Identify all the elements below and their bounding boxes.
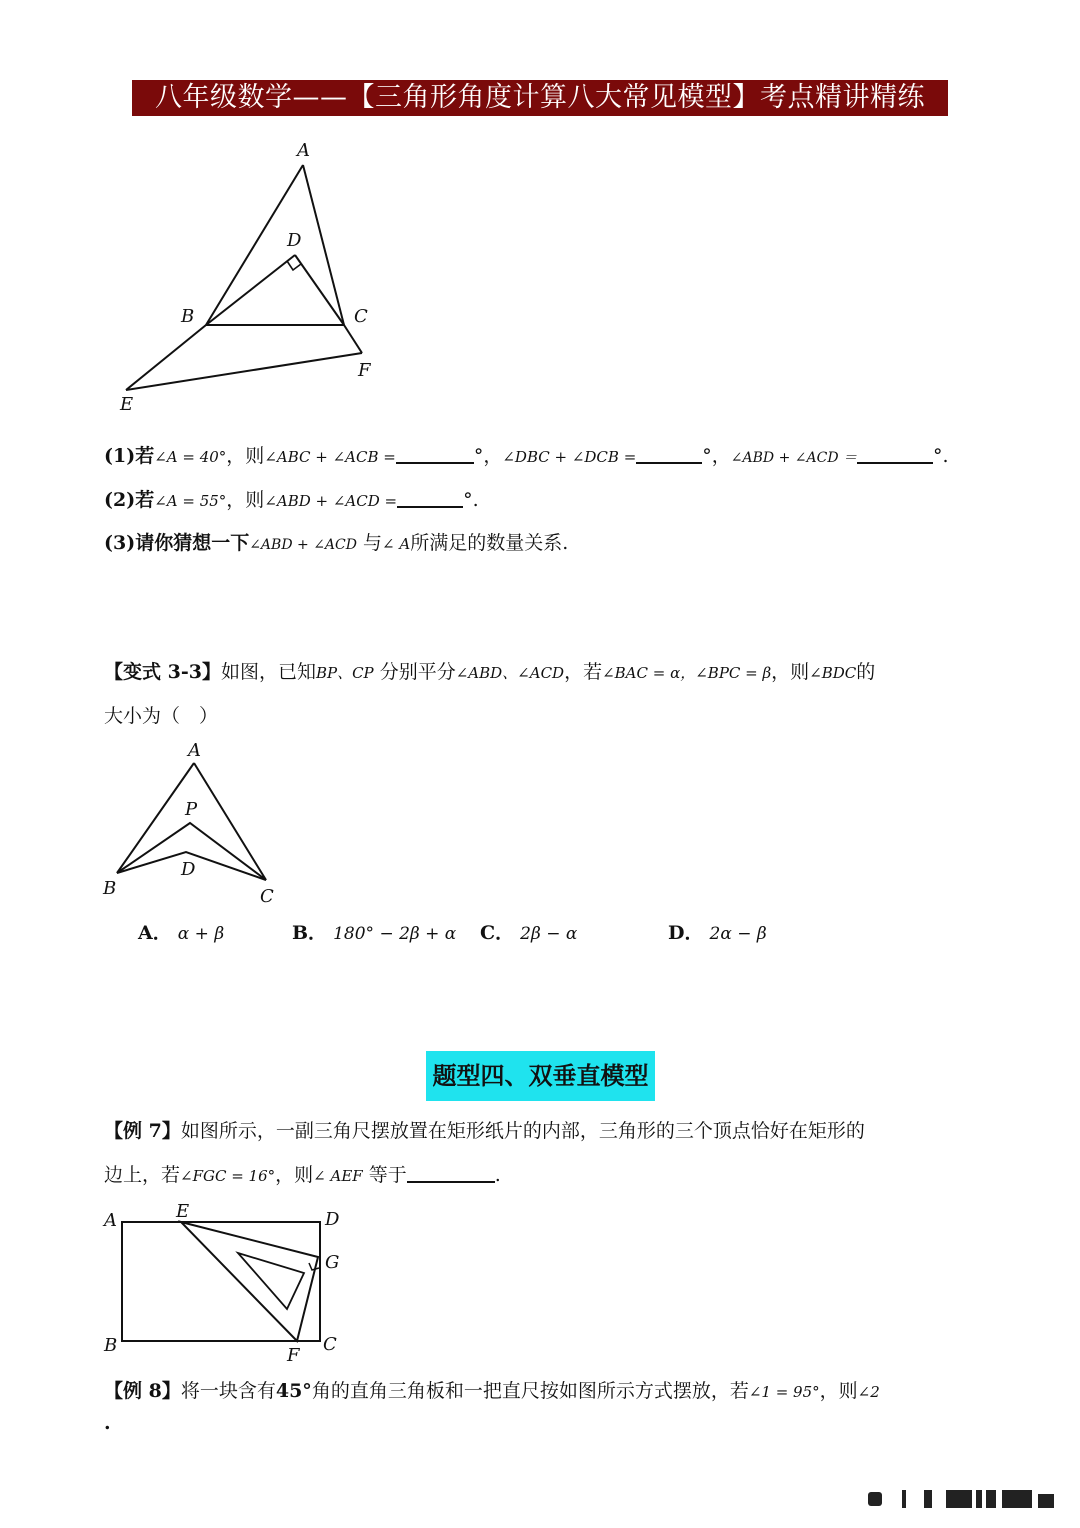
right-angle-mark-d	[287, 261, 301, 270]
label-d: D	[287, 230, 302, 251]
label-a: A	[188, 740, 201, 761]
example-8: 【例 8】将一块含有45°角的直角三角板和一把直尺按如图所示方式摆放，若∠1 = 95°，则∠2	[104, 1380, 880, 1402]
label-a: A	[297, 140, 310, 161]
segment-ac	[303, 165, 344, 325]
label-p: P	[185, 799, 198, 820]
question-2: (2)若∠A = 55°，则∠ABD + ∠ACD = °.	[104, 489, 479, 511]
option-c[interactable]: C． 2β − α	[480, 922, 578, 944]
segment-cf	[344, 325, 362, 353]
question-3: (3)请你猜想一下∠ABD + ∠ACD 与∠ A所满足的数量关系.	[104, 532, 569, 554]
label-b: B	[103, 878, 117, 899]
example-7-line2: 边上，若∠FGC = 16°，则∠ AEF 等于 .	[104, 1164, 501, 1186]
label-f: F	[358, 360, 371, 381]
segment-dc	[295, 255, 344, 325]
example-8-line2: .	[104, 1412, 111, 1434]
segment-ef	[126, 353, 362, 390]
answer-blank[interactable]	[397, 488, 463, 508]
section-title: 题型四、双垂直模型	[426, 1051, 655, 1101]
triangle-efg	[181, 1222, 318, 1341]
question-1: (1)若∠A = 40°，则∠ABC + ∠ACB = °，∠DBC + ∠DCB = °，∠ABD + ∠ACD ＝ °.	[104, 445, 949, 467]
label-c: C	[354, 306, 368, 327]
page-title: 八年级数学——【三角形角度计算八大常见模型】考点精讲精练	[132, 80, 948, 116]
figure-dart	[95, 735, 285, 910]
right-angle-mark-g	[309, 1263, 319, 1270]
label-c: C	[323, 1334, 337, 1355]
answer-blank[interactable]	[407, 1163, 495, 1183]
answer-blank[interactable]	[857, 444, 933, 464]
variant-3-3-line2: 大小为（ ）	[104, 705, 219, 727]
variant-3-3: 【变式 3-3】如图，已知BP、CP 分别平分∠ABD、∠ACD，若∠BAC = α，∠BPC = β，则∠BDC的	[104, 661, 876, 683]
option-a[interactable]: A． α + β	[138, 922, 225, 944]
answer-blank[interactable]	[396, 444, 474, 464]
answer-blank[interactable]	[636, 444, 702, 464]
segment-bd	[206, 255, 295, 325]
option-d[interactable]: D． 2α − β	[668, 922, 767, 944]
label-d: D	[181, 859, 196, 880]
label-f: F	[287, 1345, 300, 1366]
label-g: G	[325, 1252, 340, 1273]
label-d: D	[325, 1209, 340, 1230]
example-7: 【例 7】如图所示，一副三角尺摆放置在矩形纸片的内部，三角形的三个顶点恰好在矩形的	[104, 1120, 865, 1142]
label-b: B	[181, 306, 195, 327]
label-c: C	[260, 886, 274, 907]
label-a: A	[104, 1210, 117, 1231]
label-e: E	[120, 394, 134, 415]
figure-rectangle-set-square	[100, 1200, 350, 1370]
label-b: B	[104, 1335, 118, 1356]
option-b[interactable]: B． 180° − 2β + α	[292, 922, 457, 944]
label-e: E	[176, 1201, 190, 1222]
inner-triangle	[238, 1253, 304, 1309]
watermark-logo	[868, 1490, 1058, 1508]
rectangle-abcd	[122, 1222, 320, 1341]
figure-triangle-abc	[110, 135, 400, 420]
